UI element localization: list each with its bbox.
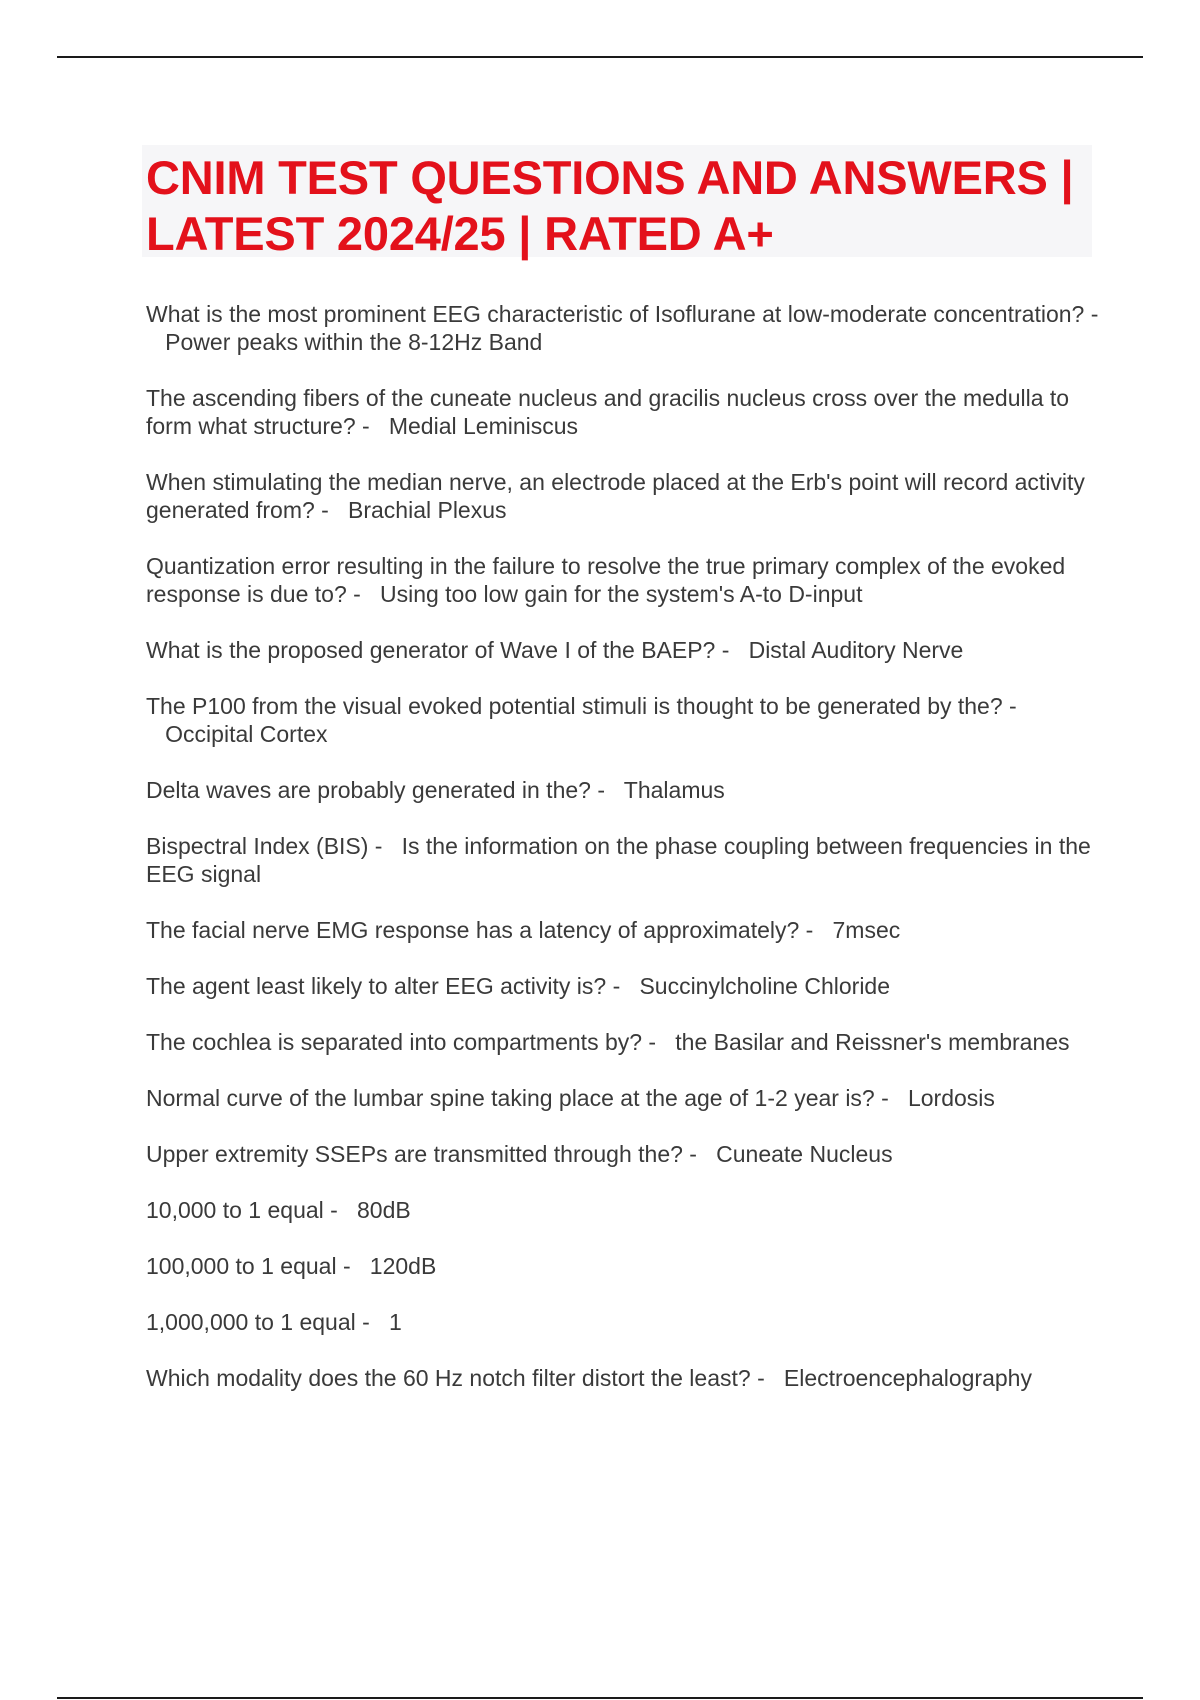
question-text: 10,000 to 1 equal -	[146, 1197, 338, 1223]
qa-item	[146, 1084, 1106, 1112]
question-text: The ascending fibers of the cuneate nucleus and gracilis nucleus cross over the medulla to form what structure? -	[146, 385, 1070, 439]
qa-item	[146, 916, 1106, 944]
answer-text: Medial Leminiscus	[388, 413, 579, 439]
qa-item	[146, 1252, 1106, 1280]
qa-item	[146, 692, 1106, 748]
bottom-rule	[57, 1697, 1143, 1699]
qa-item	[146, 832, 1106, 888]
answer-text: Distal Auditory Nerve	[748, 637, 964, 663]
qa-item	[146, 300, 1106, 356]
question-text: 1,000,000 to 1 equal -	[146, 1309, 370, 1335]
question-text: Which modality does the 60 Hz notch filter distort the least? -	[146, 1365, 765, 1391]
question-text: The cochlea is separated into compartments by? -	[146, 1029, 657, 1055]
answer-text: Brachial Plexus	[348, 497, 507, 523]
answer-text: Using too low gain for the system's A-to D-input	[379, 581, 863, 607]
question-text: Delta waves are probably generated in the? -	[146, 777, 606, 803]
document-title: CNIM TEST QUESTIONS AND ANSWERS | LATEST 2024/25 | RATED A+	[146, 151, 1074, 260]
answer-text: 120dB	[369, 1253, 437, 1279]
answer-text: Thalamus	[623, 777, 725, 803]
question-text: The agent least likely to alter EEG activity is? -	[146, 973, 621, 999]
answer-text: the Basilar and Reissner's membranes	[675, 1029, 1070, 1055]
qa-item	[146, 776, 1106, 804]
answer-text: Lordosis	[907, 1085, 995, 1111]
top-rule	[57, 56, 1143, 58]
qa-item	[146, 1308, 1106, 1336]
qa-list	[146, 300, 1106, 1420]
title-block	[142, 145, 1092, 260]
answer-text: 7msec	[832, 917, 901, 943]
question-text: The P100 from the visual evoked potential stimuli is thought to be generated by the? -	[146, 693, 1017, 719]
answer-text: Occipital Cortex	[165, 721, 328, 747]
question-text: Quantization error resulting in the failure to resolve the true primary complex of the evoked response is due to? -	[146, 553, 1066, 607]
qa-item	[146, 1028, 1106, 1056]
question-text: What is the most prominent EEG characteristic of Isoflurane at low-moderate concentration? -	[146, 301, 1099, 327]
question-text: Upper extremity SSEPs are transmitted through the? -	[146, 1141, 697, 1167]
qa-item	[146, 384, 1106, 440]
answer-text: Is the information on the phase coupling between frequencies in the EEG signal	[146, 833, 1091, 887]
qa-item	[146, 1364, 1106, 1392]
qa-item	[146, 468, 1106, 524]
qa-item	[146, 972, 1106, 1000]
question-text: When stimulating the median nerve, an electrode placed at the Erb's point will record activity generated from? -	[146, 469, 1085, 523]
answer-text: Electroencephalography	[783, 1365, 1032, 1391]
qa-item	[146, 636, 1106, 664]
qa-item	[146, 552, 1106, 608]
answer-text: Power peaks within the 8-12Hz Band	[165, 329, 543, 355]
answer-text: 1	[388, 1309, 402, 1335]
question-text: Normal curve of the lumbar spine taking place at the age of 1-2 year is? -	[146, 1085, 889, 1111]
qa-item	[146, 1140, 1106, 1168]
answer-text: 80dB	[357, 1197, 411, 1223]
question-text: 100,000 to 1 equal -	[146, 1253, 351, 1279]
qa-item	[146, 1196, 1106, 1224]
question-text: What is the proposed generator of Wave I of the BAEP? -	[146, 637, 730, 663]
answer-text: Succinylcholine Chloride	[639, 973, 891, 999]
answer-text: Cuneate Nucleus	[716, 1141, 893, 1167]
question-text: Bispectral Index (BIS) -	[146, 833, 383, 859]
question-text: The facial nerve EMG response has a latency of approximately? -	[146, 917, 814, 943]
